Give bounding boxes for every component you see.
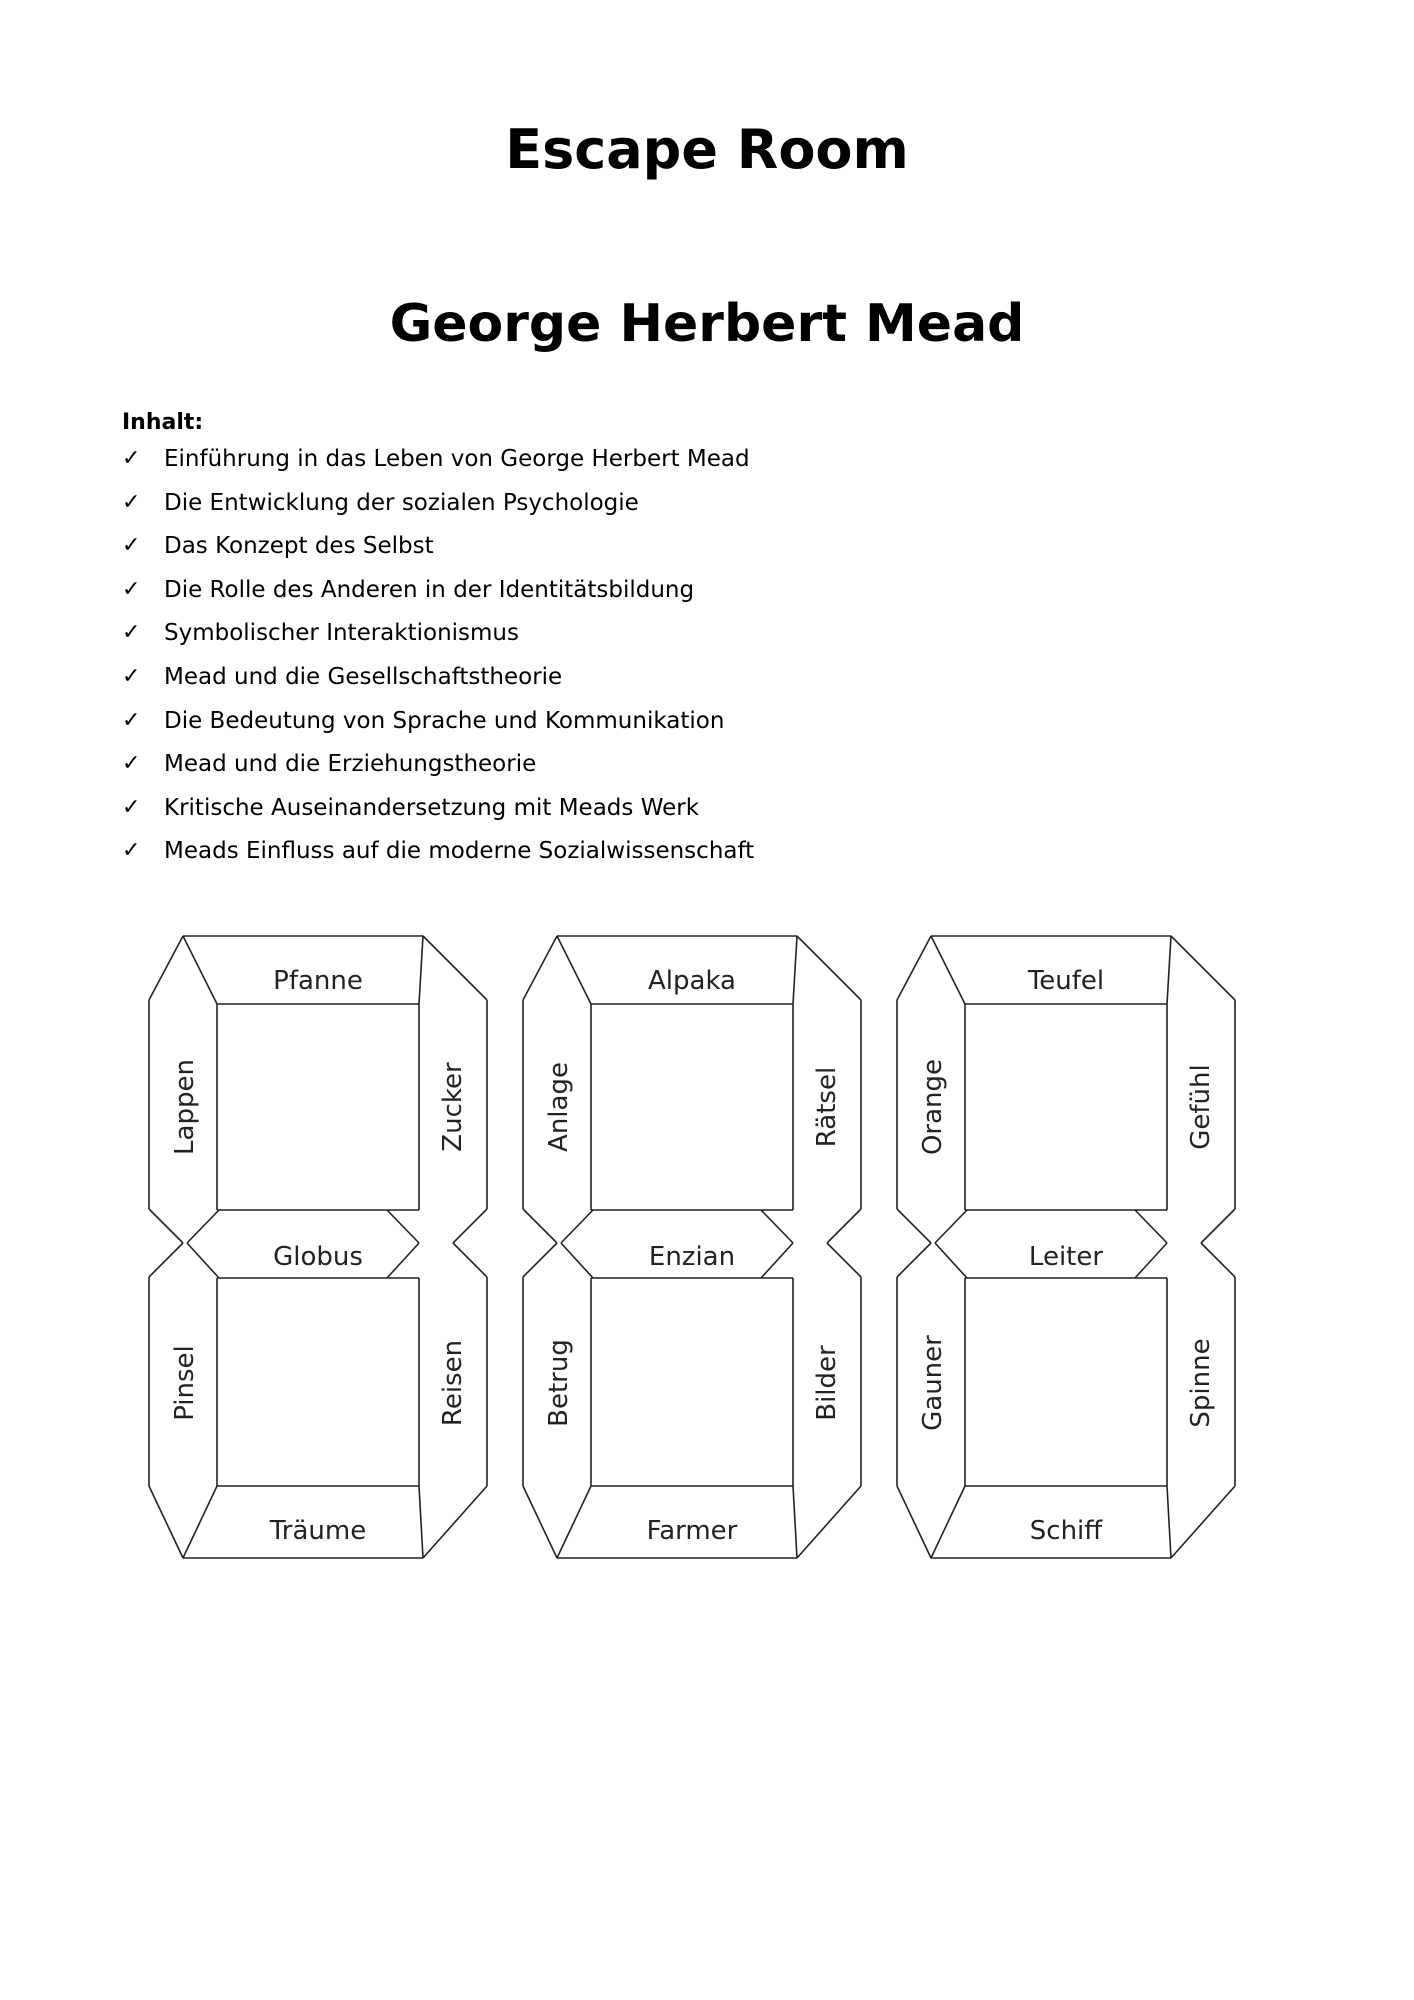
frame-word-upper-left: Orange (918, 1058, 948, 1156)
frame-line (797, 1486, 861, 1558)
frame-line (523, 1486, 557, 1558)
frame-word-upper-left: Lappen (170, 1059, 200, 1155)
frame-word-upper-right: Gefühl (1186, 1064, 1216, 1150)
frame-line (897, 1243, 931, 1277)
frame-line (423, 936, 487, 1000)
frame-line (761, 1210, 793, 1243)
list-item-label: Die Bedeutung von Sprache und Kommunikation (164, 707, 725, 734)
frame-line (523, 1209, 557, 1243)
frame-line (523, 936, 557, 1000)
frame-line (561, 1210, 593, 1243)
check-mark-icon: ✓ (122, 751, 141, 777)
frame-line (149, 1209, 183, 1243)
frame-line (149, 1243, 183, 1277)
list-item-label: Kritische Auseinandersetzung mit Meads Werk (164, 794, 700, 821)
puzzle-piece (897, 936, 1235, 1558)
list-item-label: Die Entwicklung der sozialen Psychologie (164, 489, 639, 516)
frame-line (1171, 936, 1235, 1000)
frame-line (453, 1243, 487, 1277)
list-item-label: Meads Einfluss auf die moderne Sozialwissenschaft (164, 838, 755, 865)
frame-word-middle: Leiter (1028, 1242, 1104, 1272)
page-title: Escape Room (505, 118, 909, 181)
frame-line (1167, 936, 1171, 1004)
check-mark-icon: ✓ (122, 576, 141, 602)
list-item-label: Mead und die Erziehungstheorie (164, 751, 537, 778)
frame-line (423, 1486, 487, 1558)
frame-line (931, 1486, 965, 1558)
frame-line (523, 1243, 557, 1277)
frame-line (897, 1209, 931, 1243)
frame-word-middle: Globus (273, 1242, 363, 1272)
frame-line (1201, 1209, 1235, 1243)
frame-word-top: Alpaka (648, 966, 736, 996)
frame-line (149, 1486, 183, 1558)
frame-word-top: Teufel (1027, 966, 1105, 996)
frame-line (557, 1486, 591, 1558)
frame-word-upper-right: Zucker (438, 1062, 468, 1152)
frame-word-bottom: Träume (269, 1516, 367, 1546)
frame-word-lower-left: Betrug (544, 1339, 574, 1427)
frame-line (827, 1243, 861, 1277)
frame-line (1167, 1486, 1171, 1558)
frame-line (557, 936, 591, 1004)
frame-line (897, 936, 931, 1000)
frame-line (897, 1486, 931, 1558)
frame-word-upper-left: Anlage (544, 1062, 574, 1152)
frame-line (453, 1209, 487, 1243)
frame-line (827, 1209, 861, 1243)
list-item-label: Symbolischer Interaktionismus (164, 620, 519, 647)
page-subtitle: George Herbert Mead (389, 294, 1025, 354)
frame-line (761, 1243, 793, 1278)
frame-line (935, 1210, 967, 1243)
contents-heading: Inhalt: (122, 410, 204, 435)
frame-line (1171, 1486, 1235, 1558)
list-item-label: Mead und die Gesellschaftstheorie (164, 663, 563, 690)
check-mark-icon: ✓ (122, 446, 141, 471)
frame-line (935, 1243, 967, 1278)
frame-line (387, 1243, 419, 1278)
frame-line (419, 1486, 423, 1558)
list-item-label: Einführung in das Leben von George Herbert Mead (164, 446, 750, 472)
frame-word-bottom: Schiff (1029, 1516, 1103, 1546)
puzzle-piece (149, 936, 487, 1558)
check-mark-icon: ✓ (122, 707, 141, 733)
frame-line (1135, 1243, 1167, 1278)
check-mark-icon: ✓ (122, 838, 141, 864)
list-item-label: Das Konzept des Selbst (164, 533, 434, 560)
check-mark-icon: ✓ (122, 620, 141, 646)
check-mark-icon: ✓ (122, 489, 141, 515)
frame-word-lower-left: Pinsel (170, 1345, 200, 1421)
frame-word-top: Pfanne (273, 966, 363, 996)
puzzle-piece (523, 936, 861, 1558)
frame-word-bottom: Farmer (646, 1516, 738, 1546)
frame-line (1135, 1210, 1167, 1243)
frame-line (387, 1210, 419, 1243)
frame-word-lower-left: Gauner (918, 1335, 948, 1431)
frame-line (797, 936, 861, 1000)
frame-line (149, 936, 183, 1000)
frame-line (561, 1243, 593, 1278)
frame-word-lower-right: Bilder (812, 1345, 842, 1421)
frame-line (183, 936, 217, 1004)
frame-line (419, 936, 423, 1004)
frame-line (187, 1243, 219, 1278)
check-mark-icon: ✓ (122, 533, 141, 559)
frame-line (793, 936, 797, 1004)
frame-line (183, 1486, 217, 1558)
frame-line (1201, 1243, 1235, 1277)
frame-word-middle: Enzian (648, 1242, 736, 1272)
check-mark-icon: ✓ (122, 794, 141, 820)
frame-line (187, 1210, 219, 1243)
check-mark-icon: ✓ (122, 663, 141, 689)
frame-word-lower-right: Spinne (1186, 1338, 1216, 1428)
list-item-label: Die Rolle des Anderen in der Identitätsbildung (164, 576, 695, 603)
frame-word-lower-right: Reisen (438, 1339, 468, 1427)
frame-word-upper-right: Rätsel (812, 1066, 842, 1148)
frame-line (793, 1486, 797, 1558)
frame-line (931, 936, 965, 1004)
